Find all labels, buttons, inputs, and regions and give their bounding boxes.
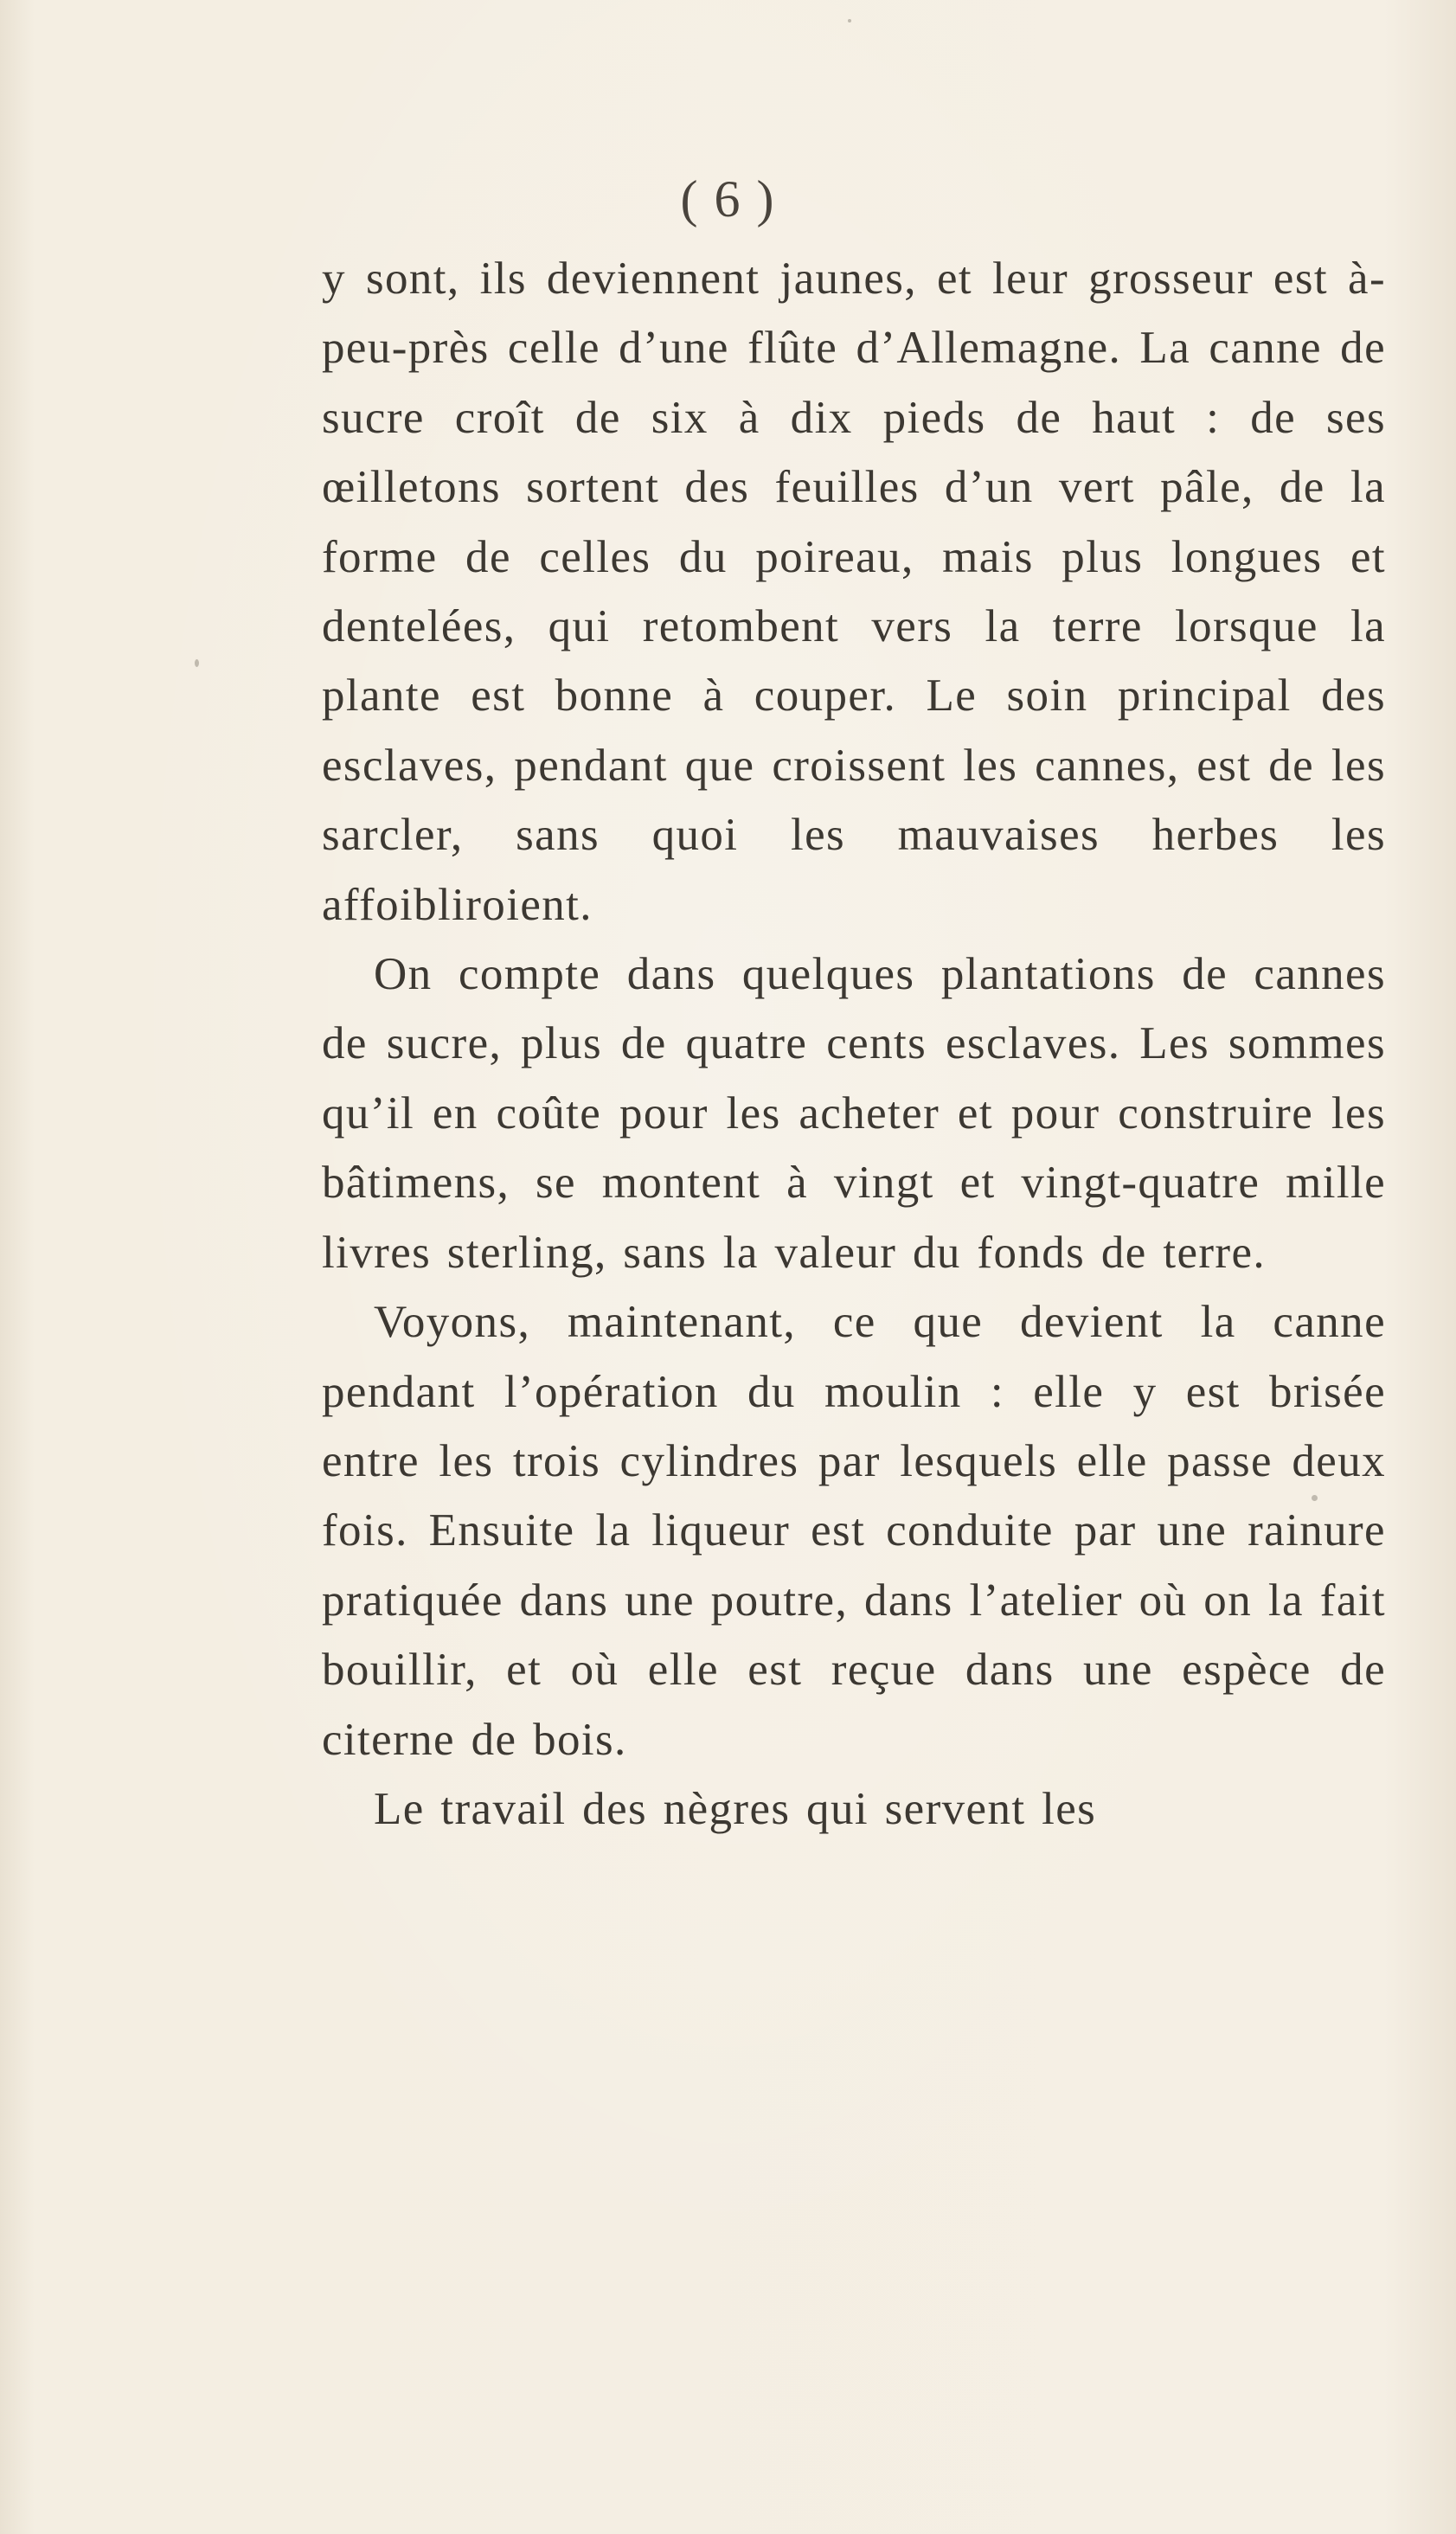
paper-speck <box>848 19 851 22</box>
paragraph: On compte dans quelques plantations de cannes de sucre, plus de quatre cents esclaves. Les sommes qu’il en coûte pour les acheter et pour construire les bâtimens, se montent à vingt et vingt-quatre mille livres sterling, sans la valeur du fonds de terre. <box>322 949 1386 1278</box>
paper-speck <box>1312 1495 1318 1501</box>
body-text <box>322 244 1386 1844</box>
paragraph: Le travail des nègres qui servent les <box>374 1783 1097 1834</box>
paragraph: y sont, ils deviennent jaunes, et leur grosseur est à-peu-près celle d’une flûte d’Allemagne. La canne de sucre croît de six à dix pieds de haut : de ses œilletons sortent des feuilles d’un vert pâle, de la forme de celles du poireau, mais plus longues et dentelées, qui retombent vers la terre lorsque la plante est bonne à couper. Le soin principal des esclaves, pendant que croissent les cannes, est de les sarcler, sans quoi les mauvaises herbes les affoibliroient. <box>322 253 1386 930</box>
paper-speck <box>195 659 199 667</box>
paragraph: Voyons, maintenant, ce que devient la canne pendant l’opération du moulin : elle y est brisée entre les trois cylindres par lesquels elle passe deux fois. Ensuite la liqueur est conduite par une rainure pratiquée dans une poutre, dans l’atelier où on la fait bouillir, et où elle est reçue dans une espèce de citerne de bois. <box>322 1297 1386 1765</box>
page-number: ( 6 ) <box>680 170 776 228</box>
